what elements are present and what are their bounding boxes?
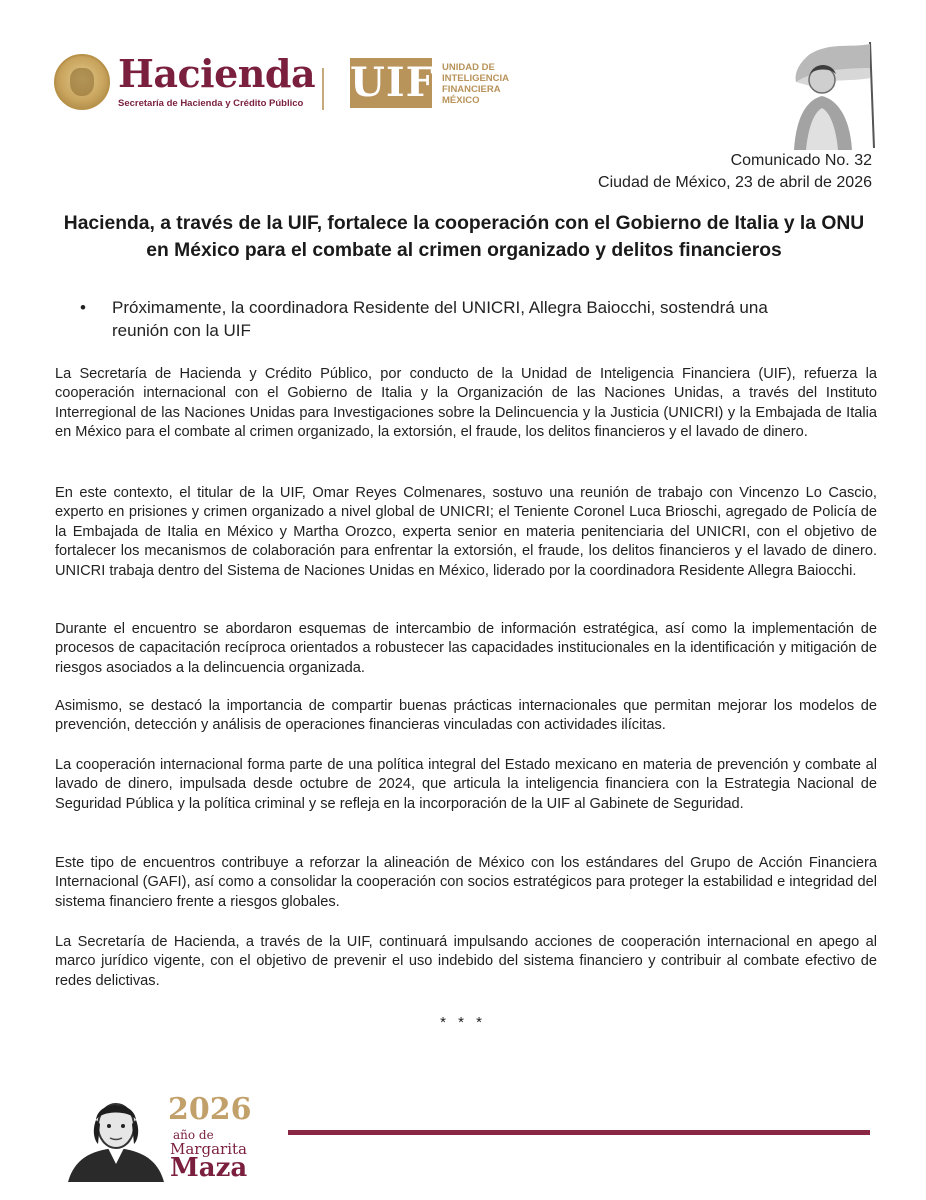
body-paragraph: Asimismo, se destacó la importancia de compartir buenas prácticas internacionales que permitan mejorar los modelos de prevención, detección y análisis de operaciones financieras vinculadas con actividades ilícitas. (55, 698, 877, 734)
uif-line: MÉXICO (442, 95, 480, 106)
bullet-text: Próximamente, la coordinadora Residente del UNICRI, Allegra Baiocchi, sostendrá una reunión con la UIF (112, 298, 768, 340)
uif-line: FINANCIERA (442, 84, 501, 95)
margarita-maza-portrait-icon (68, 1090, 164, 1182)
hacienda-logo-text: Hacienda (118, 51, 316, 96)
uif-logo-text (442, 62, 542, 106)
uif-logo: UIF (350, 59, 435, 106)
body-paragraph: Durante el encuentro se abordaron esquemas de intercambio de información estratégica, así como la implementación de procesos de capacitación recíproca orientados a robustecer las capacidades institucionales en la identificación y mitigación de riesgos asociados a la delincuencia organizada. (55, 621, 877, 676)
body-paragraph: En este contexto, el titular de la UIF, Omar Reyes Colmenares, sostuvo una reunión de trabajo con Vincenzo Lo Cascio, experto en prisiones y crimen organizado a nivel global de UNICRI; el Teniente Coronel Luca Brioschi, agregado de Policía de la Embajada de Italia en México y Martha Orozco, experta senior en materia penitenciaria del UNICRI, con el objetivo de fortalecer los mecanismos de colaboración para enfrentar la extorsión, el fraude, los delitos financieros y el lavado de dinero. UNICRI trabaja dentro del Sistema de Naciones Unidas en México, liderado por la coordinadora Residente Allegra Baiocchi. (55, 485, 877, 579)
footer-year: 2026 (168, 1092, 252, 1127)
body-paragraph: Este tipo de encuentros contribuye a reforzar la alineación de México con los estándares del Grupo de Acción Financiera Internacional (GAFI), así como a consolidar la cooperación con socios estratégicos para proteger la estabilidad e integridad del sistema financiero frente a riesgos globales. (55, 855, 877, 910)
footer-last-name: Maza (170, 1153, 248, 1183)
body-paragraph: La cooperación internacional forma parte de una política integral del Estado mexicano en materia de prevención y combate al lavado de dinero, impulsada desde octubre de 2024, que articula la inteligencia financiera con la Estrategia Nacional de Seguridad Pública y la política criminal y se refleja en la incorporación de la UIF al Gabinete de Seguridad. (55, 757, 877, 812)
national-seal-icon (54, 54, 110, 110)
hacienda-subtitle: Secretaría de Hacienda y Crédito Público (118, 98, 304, 109)
place-date: Ciudad de México, 23 de abril de 2026 (598, 174, 872, 191)
footer-ano-de: año de (173, 1128, 214, 1142)
body-paragraph: La Secretaría de Hacienda y Crédito Público, por conducto de la Unidad de Inteligencia Financiera (UIF), refuerza la cooperación internacional con el Gobierno de Italia y la Organización de las Naciones Unidas, a través del Instituto Interregional de las Naciones Unidas para Investigaciones sobre la Delincuencia y la Justicia (UNICRI) y la Embajada de Italia en México para el combate al crimen organizado, la extorsión, el fraude, los delitos financieros y el lavado de dinero. (55, 366, 877, 441)
footer-first-name: Margarita (170, 1140, 247, 1158)
uif-line: INTELIGENCIA (442, 73, 510, 84)
section-separator: * * * (440, 1014, 486, 1031)
document-meta (598, 150, 872, 194)
headline: Hacienda, a través de la UIF, fortalece la cooperación con el Gobierno de Italia y la ONU en México para el combate al crimen organizado y delitos financieros (63, 213, 865, 261)
body-paragraph: La Secretaría de Hacienda, a través de la UIF, continuará impulsando acciones de cooperación internacional en apego al marco jurídico vigente, con el objetivo de prevenir el uso indebido del sistema financiero y contribuir al combate efectivo de redes delictivas. (55, 934, 877, 989)
uif-line: UNIDAD DE (442, 62, 495, 73)
footer-rule (288, 1130, 870, 1135)
bullet-marker: • (80, 298, 86, 317)
logo-divider (322, 68, 324, 110)
comunicado-number: Comunicado No. 32 (730, 152, 872, 169)
letterhead (0, 0, 926, 145)
flag-woman-illustration-icon (770, 38, 880, 150)
